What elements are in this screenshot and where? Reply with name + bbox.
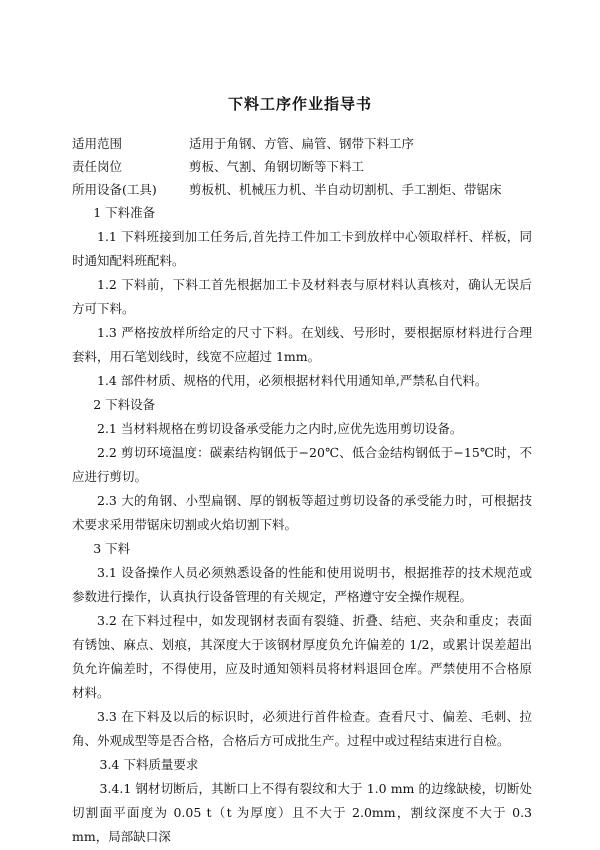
subsection-heading: 3.4 下料质量要求 [99, 757, 199, 772]
paragraph: 2.2 剪切环境温度：碳素结构钢低于−20℃、低合金结构钢低于−15℃时，不应进行剪切。 [72, 445, 532, 484]
paragraph: 1.2 下料前，下料工首先根据加工卡及材料表与原材料认真核对，确认无误后方可下料。 [72, 277, 532, 316]
paragraph: 3.1 设备操作人员必须熟悉设备的性能和使用说明书，根据推荐的技术规范或参数进行操作，认真执行设备管理的有关规定，严格遵守安全操作规程。 [72, 565, 532, 604]
paragraph: 1.4 部件材质、规格的代用，必须根据材料代用通知单,严禁私自代料。 [97, 373, 488, 388]
paragraph: 2.3 大的角钢、小型扁钢、厚的钢板等超过剪切设备的承受能力时，可根据技术要求采用带锯床切割或火焰切割下料。 [72, 493, 532, 532]
section-heading: 1 下料准备 [93, 205, 156, 220]
document-title: 下料工序作业指导书 [227, 95, 372, 113]
meta-label: 所用设备(工具) [72, 182, 157, 197]
meta-label: 适用范围 [72, 136, 123, 151]
paragraph: 3.3 在下料及以后的标识时，必须进行首件检查。查看尺寸、偏差、毛刺、拉角、外观成型等是否合格，合格后方可成批生产。过程中或过程结束进行自检。 [72, 709, 532, 748]
meta-value: 剪板机、机械压力机、半自动切割机、手工割炬、带锯床 [189, 182, 502, 197]
paragraph: 3.2 在下料过程中，如发现钢材表面有裂缝、折叠、结疤、夹杂和重皮；表面有锈蚀、麻点、划痕，其深度大于该钢材厚度负允许偏差的 1/2，或累计误差超出负允许偏差时，不得使用，应及时通知领料员将材料退回仓库。严禁使用不合格原材料。 [72, 613, 532, 700]
meta-value: 剪板、气割、角钢切断等下料工 [189, 159, 365, 174]
document-body [72, 201, 532, 849]
paragraph: 1.3 严格按放样所给定的尺寸下料。在划线、号形时，要根据原材料进行合理套料，用石笔划线时，线宽不应超过 1mm。 [72, 325, 532, 364]
section-heading: 3 下料 [93, 541, 131, 556]
meta-value: 适用于角钢、方管、扁管、钢带下料工序 [189, 136, 415, 151]
meta-label: 责任岗位 [72, 159, 123, 174]
paragraph: 1.1 下料班接到加工任务后,首先持工件加工卡到放样中心领取样杆、样板，同时通知配料班配料。 [72, 229, 532, 268]
paragraph: 3.4.1 钢材切断后，其断口上不得有裂纹和大于 1.0 mm 的边缘缺棱，切断处切割面平面度为 0.05 t（t 为厚度）且不大于 2.0mm，割纹深度不大于 0.3 mm，局部缺口深 [72, 781, 532, 844]
section-heading: 2 下料设备 [93, 397, 156, 412]
paragraph: 2.1 当材料规格在剪切设备承受能力之内时,应优先选用剪切设备。 [97, 421, 463, 436]
